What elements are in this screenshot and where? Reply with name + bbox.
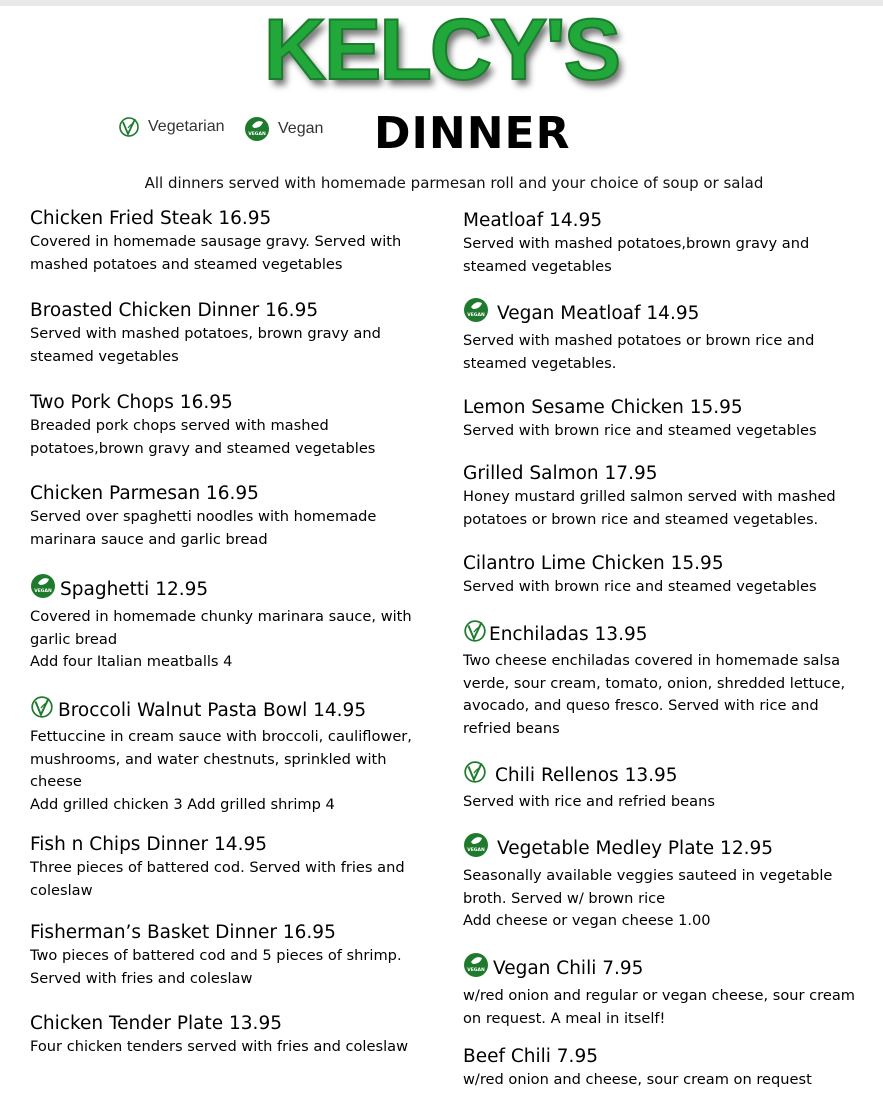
menu-item-desc: Covered in homemade sausage gravy. Served with mashed potatoes and steamed vegetables — [30, 233, 402, 273]
menu-item-desc: Served with mashed potatoes or brown rice and steamed vegetables. — [463, 332, 815, 372]
menu-item-desc: Served with rice and refried beans — [463, 793, 715, 810]
menu-item — [463, 832, 873, 933]
menu-item — [463, 1045, 873, 1092]
menu-item — [463, 952, 873, 1030]
legend-vegan-label: Vegan — [278, 120, 324, 137]
vegan-icon — [463, 297, 489, 330]
svg-text:VEGAN: VEGAN — [467, 968, 485, 973]
vegan-icon — [463, 832, 489, 865]
menu-item-desc: Honey mustard grilled salmon served with mashed potatoes or brown rice and steamed vegetables. — [463, 488, 836, 528]
menu-item-name: Chicken Tender Plate 13.95 — [30, 1013, 282, 1034]
menu-item-name: VEGAN Vegetable Medley Plate 12.95 — [463, 832, 873, 865]
menu-item — [463, 619, 873, 740]
menu-item-name: Lemon Sesame Chicken 15.95 — [463, 397, 743, 418]
menu-item-desc: Fettuccine in cream sauce with broccoli, cauliflower, mushrooms, and water chestnuts, sprinkled with cheese Add grilled chicken 3 Add grilled shrimp 4 — [30, 728, 412, 813]
menu-item-desc: w/red onion and regular or vegan cheese, sour cream on request. A meal in itself! — [463, 987, 855, 1027]
svg-text:VEGAN: VEGAN — [467, 313, 485, 318]
legend-vegan — [244, 116, 323, 142]
menu-item-desc: Covered in homemade chunky marinara sauce, with garlic bread Add four Italian meatballs 4 — [30, 608, 412, 670]
subtitle: All dinners served with homemade parmesan roll and your choice of soup or salad — [144, 174, 764, 192]
menu-item-name: Chicken Fried Steak 16.95 — [30, 208, 272, 229]
menu-item-name: Grilled Salmon 17.95 — [463, 463, 658, 484]
menu-item-desc: Three pieces of battered cod. Served with fries and coleslaw — [30, 859, 405, 899]
menu-item-name: Enchiladas 13.95 — [463, 619, 873, 650]
menu-item-desc: w/red onion and cheese, sour cream on request — [463, 1071, 812, 1088]
menu-item — [463, 209, 873, 278]
menu-item-desc: Two pieces of battered cod and 5 pieces of shrimp. Served with fries and coleslaw — [30, 947, 402, 987]
menu-item-name: Fish n Chips Dinner 14.95 — [30, 834, 267, 855]
menu-item-desc: Served with brown rice and steamed vegetables — [463, 422, 817, 439]
restaurant-logo: KELCY'S — [263, 2, 620, 98]
svg-text:VEGAN: VEGAN — [467, 848, 485, 853]
menu-item-name: Chicken Parmesan 16.95 — [30, 483, 259, 504]
menu-item — [463, 462, 873, 531]
vegetarian-icon — [463, 619, 487, 650]
menu-item — [30, 391, 440, 460]
menu-item — [30, 573, 440, 674]
menu-item-name: Chili Rellenos 13.95 — [463, 760, 873, 791]
menu-item — [30, 299, 440, 368]
menu-item — [463, 396, 873, 443]
vegetarian-icon — [118, 116, 140, 138]
menu-item-desc: Breaded pork chops served with mashed potatoes,brown gravy and steamed vegetables — [30, 417, 376, 457]
menu-item-name: VEGAN Vegan Meatloaf 14.95 — [463, 297, 873, 330]
menu-item-name: Broccoli Walnut Pasta Bowl 14.95 — [30, 695, 440, 726]
vegetarian-icon — [30, 695, 54, 726]
menu-item-name: VEGAN Vegan Chili 7.95 — [463, 952, 873, 985]
legend-vegetarian — [118, 116, 225, 138]
menu-item-desc: Served over spaghetti noodles with homemade marinara sauce and garlic bread — [30, 508, 377, 548]
menu-item — [463, 297, 873, 375]
menu-item-desc: Served with brown rice and steamed vegetables — [463, 578, 817, 595]
menu-item-name: Two Pork Chops 16.95 — [30, 392, 233, 413]
svg-text:VEGAN: VEGAN — [248, 132, 266, 137]
menu-item-name: Beef Chili 7.95 — [463, 1046, 598, 1067]
menu-item — [30, 207, 440, 276]
menu-item-desc: Seasonally available veggies sauteed in vegetable broth. Served w/ brown rice Add cheese or vegan cheese 1.00 — [463, 867, 833, 929]
svg-text:VEGAN: VEGAN — [34, 589, 52, 594]
menu-item — [30, 1012, 440, 1059]
menu-item-desc: Served with mashed potatoes,brown gravy and steamed vegetables — [463, 235, 810, 275]
menu-item — [30, 833, 440, 902]
vegan-icon — [244, 116, 270, 142]
page-title: DINNER — [374, 108, 571, 159]
menu-item-name: VEGAN Spaghetti 12.95 — [30, 573, 440, 606]
menu-item-desc: Two cheese enchiladas covered in homemade salsa verde, sour cream, tomato, onion, shredded lettuce, avocado, and queso fresco. Served with rice and refried beans — [463, 652, 846, 737]
legend-vegetarian-label: Vegetarian — [148, 118, 225, 135]
menu-item-name: Broasted Chicken Dinner 16.95 — [30, 300, 319, 321]
menu-item — [463, 760, 873, 814]
menu-item-name: Fisherman’s Basket Dinner 16.95 — [30, 922, 336, 943]
menu-item-name: Meatloaf 14.95 — [463, 210, 603, 231]
menu-item-desc: Served with mashed potatoes, brown gravy and steamed vegetables — [30, 325, 381, 365]
menu-item — [30, 695, 440, 816]
menu-item-desc: Four chicken tenders served with fries and coleslaw — [30, 1038, 409, 1055]
menu-item — [463, 552, 873, 599]
menu-item — [30, 921, 440, 990]
menu-item-name: Cilantro Lime Chicken 15.95 — [463, 553, 724, 574]
vegan-icon — [30, 573, 56, 606]
menu-item — [30, 482, 440, 551]
vegan-icon — [463, 952, 489, 985]
vegetarian-icon — [463, 760, 487, 791]
